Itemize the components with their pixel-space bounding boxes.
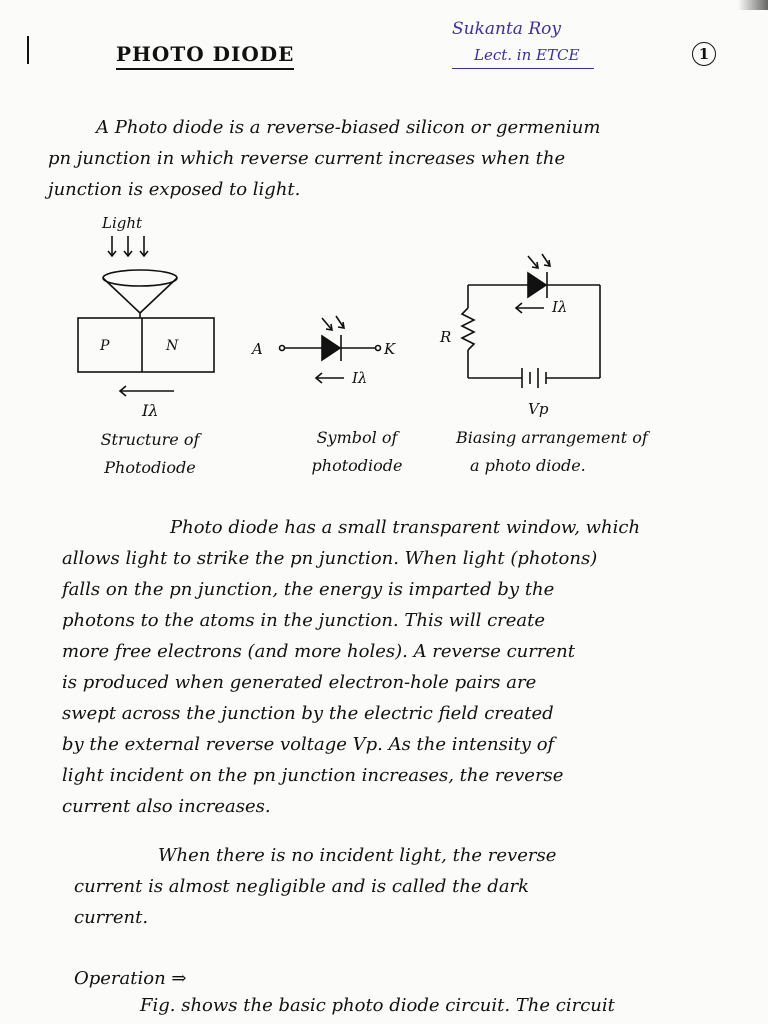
intro-line: junction is exposed to light. [48, 179, 301, 200]
caption-line: photodiode [311, 456, 403, 475]
structure-figure [78, 214, 214, 418]
body-line: When there is no incident light, the reverse [158, 845, 557, 866]
current-arrow [120, 386, 174, 396]
intro-line: pn junction in which reverse current increases when the [48, 148, 566, 169]
bias-current-label: Iλ [552, 298, 568, 316]
operation-heading: Operation ⇒ [74, 968, 187, 989]
body-line: photons to the atoms in the junction. This will create [62, 610, 546, 631]
caption-line: Photodiode [104, 458, 196, 477]
body-line: falls on the pn junction, the energy is imparted by the [62, 579, 555, 600]
caption-line: a photo diode. [470, 456, 586, 475]
body-line: light incident on the pn junction increases, the reverse [62, 765, 564, 786]
caption-line: Structure of [100, 430, 200, 449]
voltage-label: Vp [528, 400, 549, 418]
intro-paragraph [48, 112, 748, 205]
anode-label: A [252, 340, 263, 358]
symbol-caption [282, 424, 432, 480]
cathode-label: K [384, 340, 396, 358]
symbol-current-label: Iλ [352, 369, 368, 387]
body-line: Fig. shows the basic photo diode circuit. The circuit [140, 995, 615, 1016]
body-line: current also increases. [62, 796, 271, 817]
body-line: current is almost negligible and is called the dark [74, 876, 530, 897]
diode-symbol [280, 316, 381, 361]
p-region-label: P [100, 338, 110, 354]
body-line: Photo diode has a small transparent window, which [170, 517, 641, 538]
lens-shape [103, 270, 177, 318]
intro-line: A Photo diode is a reverse-biased silicon or germenium [96, 117, 601, 138]
author-role: Lect. in ETCE [452, 42, 594, 69]
body-line: more free electrons (and more holes). A reverse current [62, 641, 575, 662]
caption-line: Biasing arrangement of [456, 428, 648, 447]
n-region-label: N [166, 338, 179, 354]
body-line: swept across the junction by the electric field created [62, 703, 554, 724]
body-paragraph-1 [62, 512, 752, 822]
body-paragraph-3 [140, 990, 750, 1021]
biasing-caption [456, 424, 696, 480]
symbol-figure [250, 316, 396, 387]
diagrams-svg [60, 208, 720, 418]
light-arrows [108, 236, 148, 256]
margin-mark [27, 36, 29, 64]
author-block [452, 16, 594, 69]
author-name: Sukanta Roy [452, 19, 561, 39]
page-number: 1 [692, 42, 716, 66]
symbol-current-arrow [316, 373, 344, 383]
page-title: PHOTO DIODE [116, 42, 294, 70]
body-line: by the external reverse voltage Vp. As the intensity of [62, 734, 555, 755]
body-line: is produced when generated electron-hole pairs are [62, 672, 537, 693]
structure-caption [70, 426, 230, 482]
pn-block [78, 318, 214, 372]
caption-line: Symbol of [316, 428, 398, 447]
page-corner-shadow [738, 0, 768, 10]
bias-circuit [462, 254, 600, 388]
biasing-figure [439, 254, 600, 418]
body-paragraph-2 [74, 840, 754, 933]
structure-current-label: Iλ [142, 401, 159, 418]
resistor-label: R [440, 328, 452, 346]
light-label: Light [102, 214, 143, 232]
body-line: current. [74, 907, 149, 928]
body-line: allows light to strike the pn junction. When light (photons) [62, 548, 598, 569]
